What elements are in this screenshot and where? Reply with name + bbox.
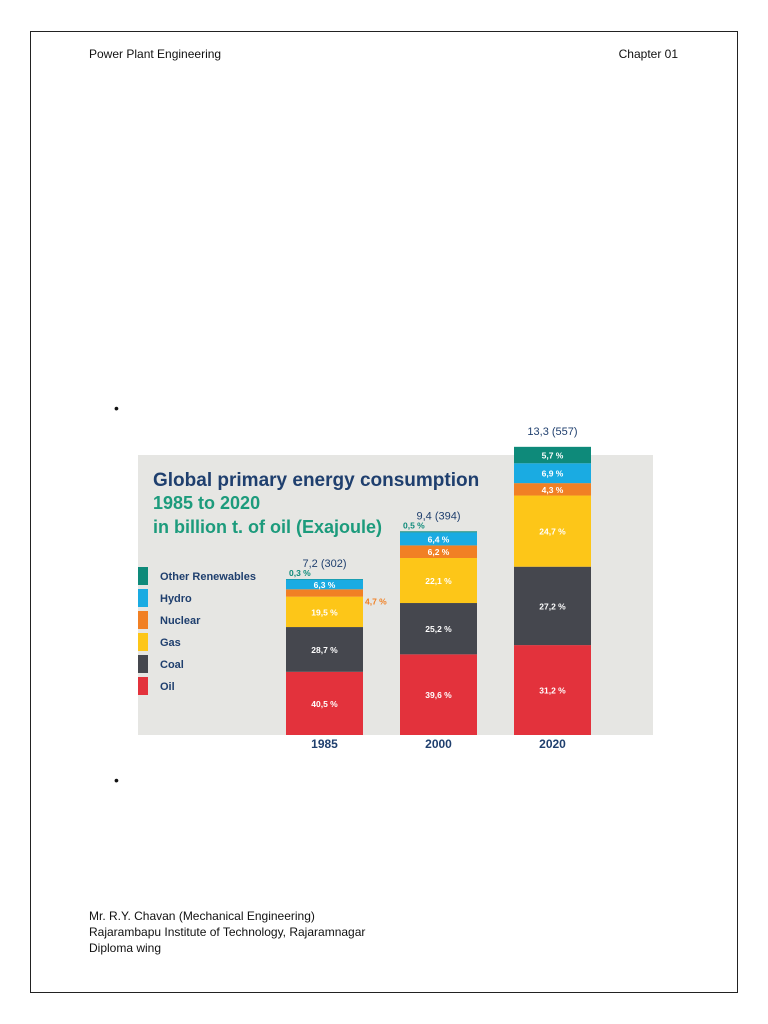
footer-wing: Diploma wing bbox=[89, 941, 162, 955]
legend-swatch bbox=[138, 677, 148, 695]
bar-total-label: 9,4 (394) bbox=[416, 510, 461, 523]
chart-legend bbox=[138, 567, 256, 695]
bar-label: 28,7 % bbox=[311, 644, 338, 655]
legend-label: Nuclear bbox=[160, 615, 201, 627]
footer-institute: Rajarambapu Institute of Technology, Rajaramnagar bbox=[89, 925, 366, 939]
x-tick-label: 2020 bbox=[539, 737, 566, 751]
bullet-point: • bbox=[114, 772, 119, 788]
bar-label: 39,6 % bbox=[425, 690, 452, 701]
bar-label: 6,9 % bbox=[541, 468, 564, 479]
bar-label: 24,7 % bbox=[539, 526, 566, 537]
legend-swatch bbox=[138, 589, 148, 607]
bar-segment-nuclear bbox=[286, 589, 363, 596]
legend-label: Hydro bbox=[160, 593, 192, 605]
bar-label: 40,5 % bbox=[311, 698, 338, 709]
chart-title: Global primary energy consumption bbox=[153, 470, 480, 491]
bar-label: 0,3 % bbox=[289, 568, 311, 578]
bar-label: 27,2 % bbox=[539, 601, 566, 612]
energy-chart-svg bbox=[138, 425, 653, 735]
bar-label: 6,3 % bbox=[313, 579, 336, 590]
legend-swatch bbox=[138, 567, 148, 585]
chart-subtitle: 1985 to 2020 bbox=[153, 493, 261, 513]
bar-label: 0,5 % bbox=[403, 520, 425, 531]
bar-label: 4,7 % bbox=[365, 596, 387, 607]
bar-label: 6,2 % bbox=[427, 547, 450, 558]
bar-segment-other-renewables bbox=[400, 531, 477, 532]
legend-swatch bbox=[138, 633, 148, 651]
bullet-point: • bbox=[114, 400, 119, 416]
legend-label: Coal bbox=[160, 659, 184, 671]
header-chapter: Chapter 01 bbox=[618, 47, 678, 61]
chart-subtitle-unit: in billion t. of oil (Exajoule) bbox=[153, 517, 382, 537]
legend-swatch bbox=[138, 655, 148, 673]
header-title: Power Plant Engineering bbox=[89, 47, 222, 61]
energy-chart bbox=[138, 425, 653, 735]
legend-label: Other Renewables bbox=[160, 571, 256, 583]
bar-label: 25,2 % bbox=[425, 624, 452, 635]
footer-author: Mr. R.Y. Chavan (Mechanical Engineering) bbox=[89, 909, 315, 923]
bar-label: 19,5 % bbox=[311, 607, 338, 618]
x-tick-label: 2000 bbox=[425, 737, 452, 751]
x-tick-label: 1985 bbox=[311, 737, 338, 751]
bar-total-label: 13,3 (557) bbox=[527, 425, 578, 438]
bar-total-label: 7,2 (302) bbox=[302, 558, 347, 570]
bar-label: 22,1 % bbox=[425, 576, 452, 587]
bar-label: 31,2 % bbox=[539, 685, 566, 696]
footer bbox=[89, 908, 365, 956]
legend-label: Oil bbox=[160, 681, 175, 693]
bar-label: 4,3 % bbox=[541, 484, 564, 495]
bar-label: 6,4 % bbox=[427, 534, 450, 545]
legend-label: Gas bbox=[160, 637, 181, 649]
legend-swatch bbox=[138, 611, 148, 629]
bar-label: 5,7 % bbox=[541, 450, 564, 461]
